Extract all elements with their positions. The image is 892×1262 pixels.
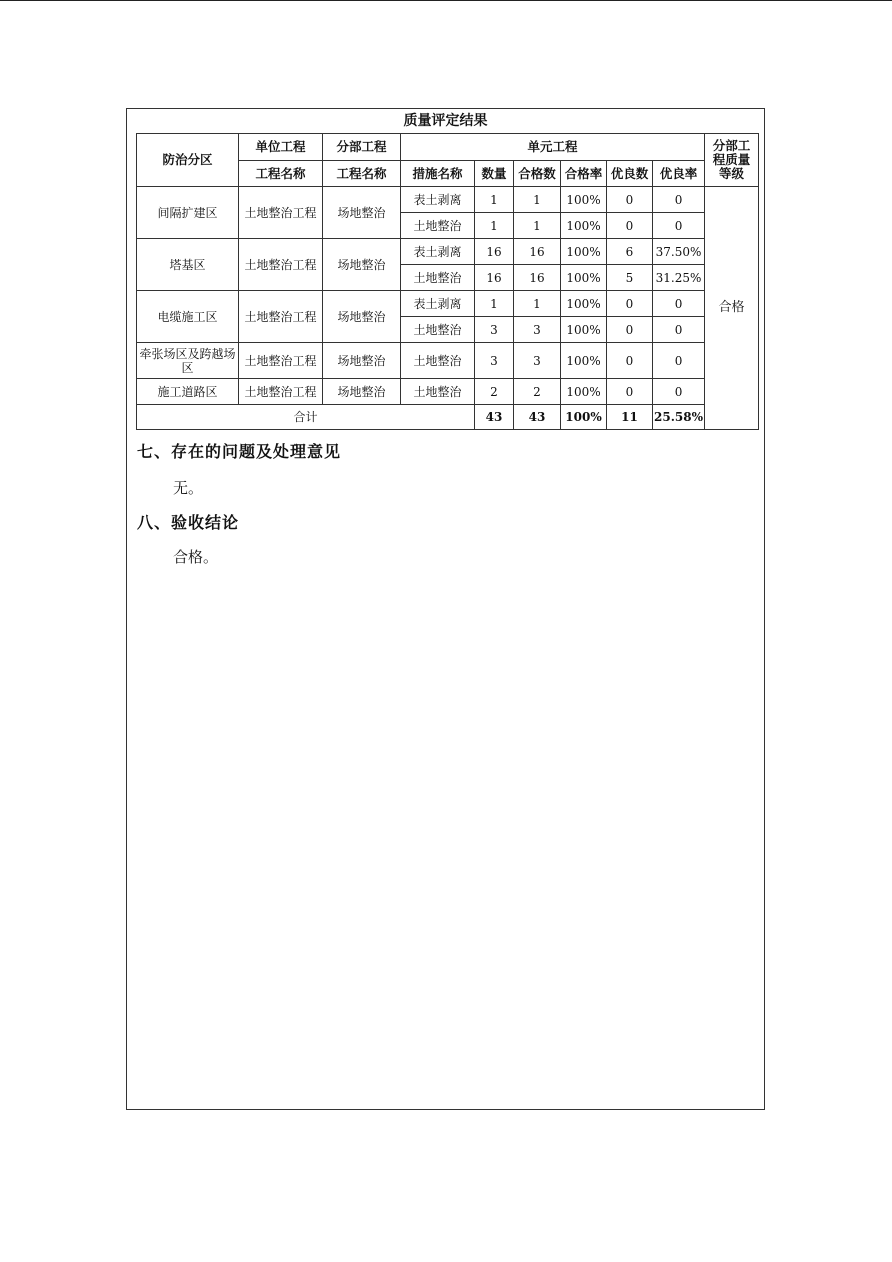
qualified-rate-cell: 100% bbox=[561, 265, 607, 291]
excellent-rate-cell: 37.50% bbox=[653, 239, 705, 265]
zone-cell: 施工道路区 bbox=[137, 379, 239, 405]
sub-cell: 场地整治 bbox=[323, 343, 401, 379]
zone-cell: 牵张场区及跨越场区 bbox=[137, 343, 239, 379]
count-cell: 1 bbox=[475, 187, 514, 213]
total-excellent: 11 bbox=[607, 405, 653, 430]
qualified-rate-cell: 100% bbox=[561, 239, 607, 265]
measure-cell: 表土剥离 bbox=[401, 291, 475, 317]
qualified-rate-cell: 100% bbox=[561, 291, 607, 317]
measure-cell: 土地整治 bbox=[401, 213, 475, 239]
excellent-cell: 0 bbox=[607, 343, 653, 379]
count-cell: 3 bbox=[475, 317, 514, 343]
count-cell: 3 bbox=[475, 343, 514, 379]
excellent-rate-cell: 0 bbox=[653, 343, 705, 379]
sub-cell: 场地整治 bbox=[323, 187, 401, 239]
measure-cell: 土地整治 bbox=[401, 265, 475, 291]
section-8-body: 合格。 bbox=[173, 548, 219, 566]
total-label: 合计 bbox=[137, 405, 475, 430]
header-excellent-rate: 优良率 bbox=[653, 161, 705, 187]
count-cell: 1 bbox=[475, 213, 514, 239]
excellent-rate-cell: 0 bbox=[653, 317, 705, 343]
total-qualified-rate: 100% bbox=[561, 405, 607, 430]
excellent-cell: 0 bbox=[607, 317, 653, 343]
excellent-cell: 0 bbox=[607, 213, 653, 239]
qualified-cell: 1 bbox=[514, 291, 561, 317]
qualified-cell: 3 bbox=[514, 343, 561, 379]
header-sub-project: 分部工程 bbox=[323, 134, 401, 161]
document-frame bbox=[126, 108, 765, 1110]
quality-assessment-table bbox=[136, 133, 759, 430]
section-8-heading: 八、验收结论 bbox=[137, 513, 240, 532]
table-row bbox=[137, 187, 759, 213]
total-excellent-rate: 25.58% bbox=[653, 405, 705, 430]
measure-cell: 土地整治 bbox=[401, 379, 475, 405]
qualified-cell: 16 bbox=[514, 265, 561, 291]
qualified-cell: 1 bbox=[514, 187, 561, 213]
header-grade: 分部工程质量等级 bbox=[705, 134, 759, 187]
zone-cell: 塔基区 bbox=[137, 239, 239, 291]
qualified-rate-cell: 100% bbox=[561, 379, 607, 405]
sub-cell: 场地整治 bbox=[323, 291, 401, 343]
header-measure: 措施名称 bbox=[401, 161, 475, 187]
unit-cell: 土地整治工程 bbox=[239, 291, 323, 343]
header-excellent: 优良数 bbox=[607, 161, 653, 187]
section-7-body: 无。 bbox=[173, 479, 204, 497]
qualified-cell: 2 bbox=[514, 379, 561, 405]
header-count: 数量 bbox=[475, 161, 514, 187]
header-unit-name: 工程名称 bbox=[239, 161, 323, 187]
header-qualified: 合格数 bbox=[514, 161, 561, 187]
excellent-rate-cell: 0 bbox=[653, 187, 705, 213]
table-title: 质量评定结果 bbox=[403, 113, 488, 129]
measure-cell: 表土剥离 bbox=[401, 239, 475, 265]
zone-cell: 电缆施工区 bbox=[137, 291, 239, 343]
excellent-rate-cell: 31.25% bbox=[653, 265, 705, 291]
qualified-rate-cell: 100% bbox=[561, 213, 607, 239]
sub-cell: 场地整治 bbox=[323, 239, 401, 291]
table-row bbox=[137, 379, 759, 405]
excellent-cell: 0 bbox=[607, 379, 653, 405]
sub-cell: 场地整治 bbox=[323, 379, 401, 405]
excellent-cell: 0 bbox=[607, 187, 653, 213]
excellent-rate-cell: 0 bbox=[653, 213, 705, 239]
excellent-rate-cell: 0 bbox=[653, 291, 705, 317]
measure-cell: 表土剥离 bbox=[401, 187, 475, 213]
zone-cell: 间隔扩建区 bbox=[137, 187, 239, 239]
table-row bbox=[137, 239, 759, 265]
qualified-rate-cell: 100% bbox=[561, 343, 607, 379]
section-7-heading: 七、存在的问题及处理意见 bbox=[137, 442, 342, 461]
header-zone: 防治分区 bbox=[137, 134, 239, 187]
qualified-cell: 16 bbox=[514, 239, 561, 265]
qualified-rate-cell: 100% bbox=[561, 317, 607, 343]
measure-cell: 土地整治 bbox=[401, 317, 475, 343]
grade-cell: 合格 bbox=[705, 187, 759, 430]
excellent-rate-cell: 0 bbox=[653, 379, 705, 405]
header-sub-name: 工程名称 bbox=[323, 161, 401, 187]
measure-cell: 土地整治 bbox=[401, 343, 475, 379]
unit-cell: 土地整治工程 bbox=[239, 343, 323, 379]
header-unit-project: 单位工程 bbox=[239, 134, 323, 161]
excellent-cell: 6 bbox=[607, 239, 653, 265]
count-cell: 16 bbox=[475, 265, 514, 291]
qualified-cell: 1 bbox=[514, 213, 561, 239]
count-cell: 1 bbox=[475, 291, 514, 317]
qualified-rate-cell: 100% bbox=[561, 187, 607, 213]
total-row bbox=[137, 405, 759, 430]
unit-cell: 土地整治工程 bbox=[239, 239, 323, 291]
unit-cell: 土地整治工程 bbox=[239, 379, 323, 405]
qualified-cell: 3 bbox=[514, 317, 561, 343]
header-element-project: 单元工程 bbox=[401, 134, 705, 161]
page-top-rule bbox=[0, 0, 892, 1]
unit-cell: 土地整治工程 bbox=[239, 187, 323, 239]
excellent-cell: 0 bbox=[607, 291, 653, 317]
table-row bbox=[137, 343, 759, 379]
total-count: 43 bbox=[475, 405, 514, 430]
total-qualified: 43 bbox=[514, 405, 561, 430]
header-qualified-rate: 合格率 bbox=[561, 161, 607, 187]
excellent-cell: 5 bbox=[607, 265, 653, 291]
count-cell: 16 bbox=[475, 239, 514, 265]
count-cell: 2 bbox=[475, 379, 514, 405]
table-row bbox=[137, 291, 759, 317]
